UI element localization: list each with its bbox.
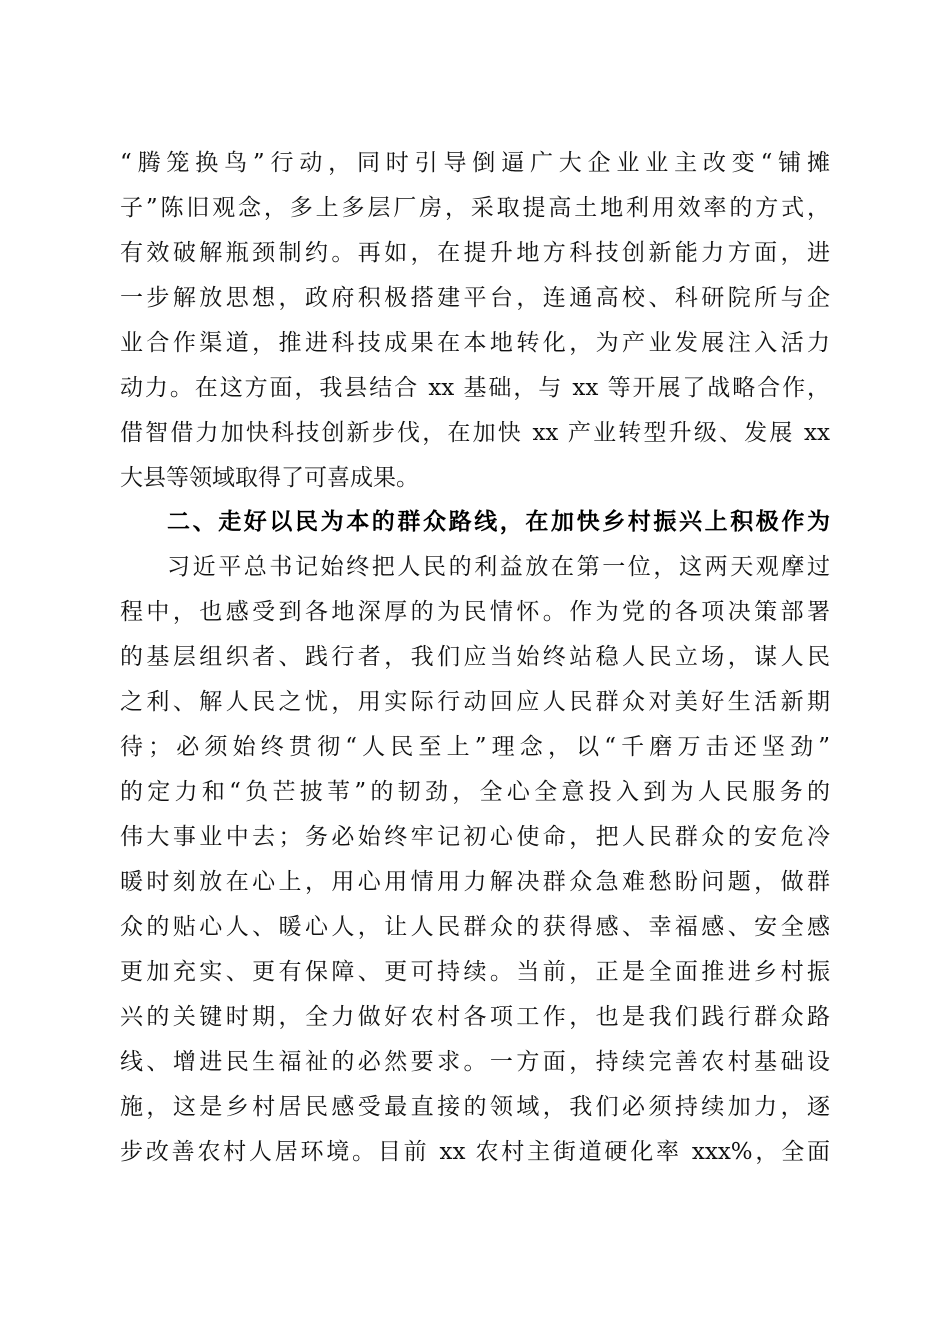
section-heading: 二、走好以民为本的群众路线，在加快乡村振兴上积极作为 bbox=[167, 509, 830, 535]
paragraph-line: 一步解放思想，政府积极搭建平台，连通高校、科研院所与企 bbox=[120, 285, 830, 311]
paragraph-line: 动力。在这方面，我县结合 xx 基础，与 xx 等开展了战略合作， bbox=[120, 375, 830, 401]
paragraph-line: 之利、解人民之忧，用实际行动回应人民群众对美好生活新期 bbox=[120, 689, 830, 715]
paragraph-line: 兴的关键时期，全力做好农村各项工作，也是我们践行群众路 bbox=[120, 1004, 830, 1030]
paragraph-line: 大县等领域取得了可喜成果。 bbox=[120, 465, 419, 491]
paragraph-line: “腾笼换鸟”行动，同时引导倒逼广大企业业主改变“铺摊 bbox=[120, 150, 830, 176]
paragraph-line: 的基层组织者、践行者，我们应当始终站稳人民立场，谋人民 bbox=[120, 644, 830, 670]
paragraph-line: 习近平总书记始终把人民的利益放在第一位，这两天观摩过 bbox=[167, 554, 830, 580]
paragraph-line: 借智借力加快科技创新步伐，在加快 xx 产业转型升级、发展 xx bbox=[120, 420, 830, 446]
paragraph-line: 步改善农村人居环境。目前 xx 农村主街道硬化率 xxx%，全面 bbox=[120, 1139, 830, 1165]
paragraph-line: 伟大事业中去；务必始终牢记初心使命，把人民群众的安危冷 bbox=[120, 824, 830, 850]
paragraph-line: 线、增进民生福祉的必然要求。一方面，持续完善农村基础设 bbox=[120, 1049, 830, 1075]
paragraph-line: 业合作渠道，推进科技成果在本地转化，为产业发展注入活力 bbox=[120, 330, 830, 356]
paragraph-line: 待；必须始终贯彻“人民至上”理念，以“千磨万击还坚劲” bbox=[120, 734, 830, 760]
paragraph-line: 更加充实、更有保障、更可持续。当前，正是全面推进乡村振 bbox=[120, 959, 830, 985]
paragraph-line: 施，这是乡村居民感受最直接的领域，我们必须持续加力，逐 bbox=[120, 1094, 830, 1120]
paragraph-line: 暖时刻放在心上，用心用情用力解决群众急难愁盼问题，做群 bbox=[120, 869, 830, 895]
paragraph-line: 有效破解瓶颈制约。再如，在提升地方科技创新能力方面，进 bbox=[120, 240, 830, 266]
paragraph-line: 众的贴心人、暖心人，让人民群众的获得感、幸福感、安全感 bbox=[120, 914, 830, 940]
paragraph-line: 程中，也感受到各地深厚的为民情怀。作为党的各项决策部署 bbox=[120, 599, 830, 625]
paragraph-line: 的定力和“负芒披苇”的韧劲，全心全意投入到为人民服务的 bbox=[120, 779, 830, 805]
paragraph-line: 子”陈旧观念，多上多层厂房，采取提高土地利用效率的方式， bbox=[120, 195, 830, 221]
